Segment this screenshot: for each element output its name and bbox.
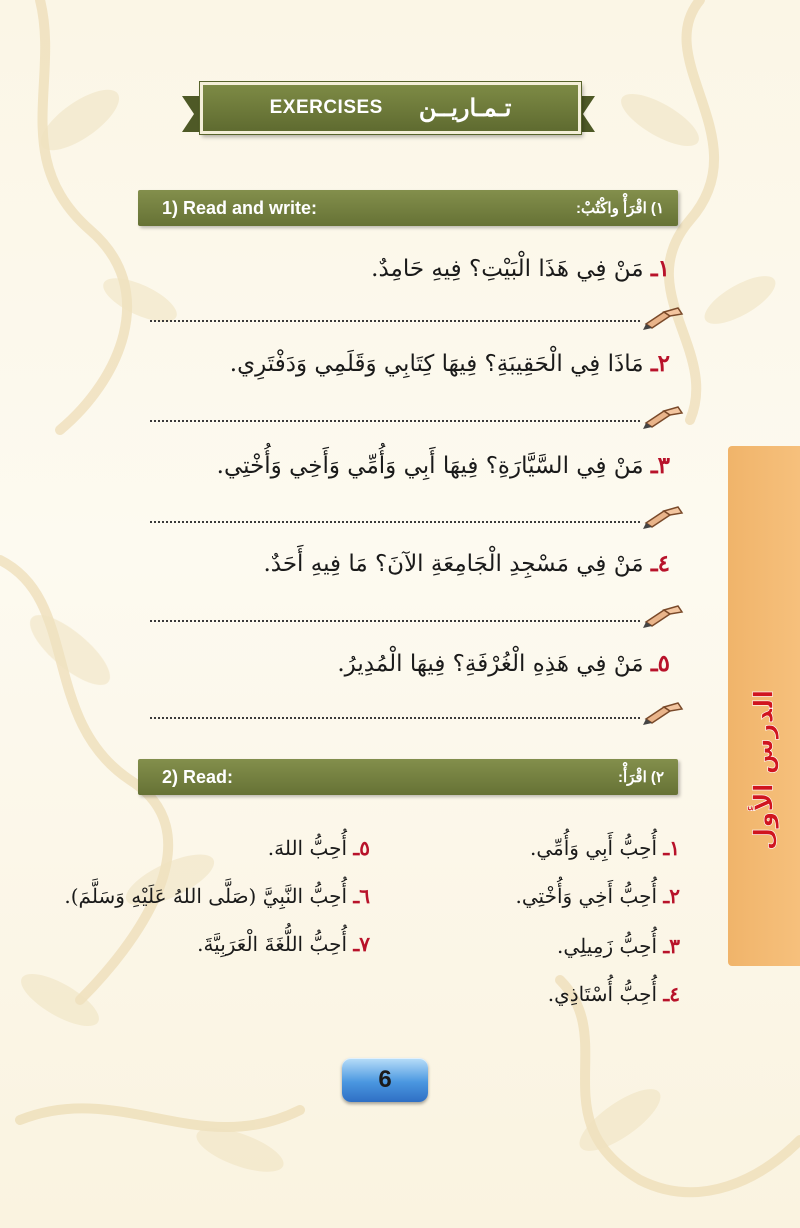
exercises-title-banner <box>200 82 581 134</box>
section-2-label-english: 2) Read: <box>162 766 234 787</box>
item-sentence: مَنْ فِي السَّيَّارَةِ؟ فِيهَا أَبِي وَأُمِّي وَأَخِي وَأُخْتِي. <box>216 453 644 479</box>
pencil-hand-icon <box>642 405 684 431</box>
item-number: ٦ـ <box>353 884 370 908</box>
read-item-1 <box>530 836 680 860</box>
title-english: EXERCISES <box>269 97 383 118</box>
read-item-6 <box>64 884 370 908</box>
pencil-hand-icon <box>642 505 684 531</box>
exercise-item-1 <box>371 255 670 282</box>
answer-line-3[interactable] <box>150 521 640 523</box>
item-number: ٤ـ <box>650 550 670 577</box>
page-number-badge: 6 <box>342 1058 428 1102</box>
section-2-header <box>138 759 678 795</box>
exercise-item-3 <box>217 452 670 479</box>
item-sentence: أُحِبُّ أُسْتَاذِي. <box>547 982 658 1006</box>
read-item-7 <box>197 932 370 956</box>
item-sentence: أُحِبُّ زَمِيلِي. <box>557 934 658 958</box>
exercise-item-5 <box>337 650 670 677</box>
pencil-hand-icon <box>642 701 684 727</box>
item-number: ٧ـ <box>353 932 370 956</box>
section-1-label-arabic: ١) اقْرَأْ واكْتُبْ: <box>576 200 664 217</box>
item-sentence: أُحِبُّ أَبِي وَأُمِّي. <box>530 836 658 860</box>
title-arabic: تـمـاريــن <box>418 94 512 122</box>
item-number: ٥ـ <box>650 650 670 677</box>
answer-line-2[interactable] <box>150 420 640 422</box>
item-number: ٣ـ <box>650 452 670 479</box>
read-item-4 <box>548 982 680 1006</box>
answer-line-5[interactable] <box>150 717 640 719</box>
read-item-5 <box>268 836 370 860</box>
item-sentence: أُحِبُّ اللُّغَةَ الْعَرَبِيَّةَ. <box>197 932 348 956</box>
item-number: ١ـ <box>650 255 670 282</box>
item-number: ٤ـ <box>663 982 680 1006</box>
pencil-hand-icon <box>642 306 684 332</box>
item-sentence: مَنْ فِي هَذِهِ الْغُرْفَةِ؟ فِيهَا الْمُدِيرُ. <box>337 651 644 677</box>
item-number: ٥ـ <box>353 836 370 860</box>
item-number: ٣ـ <box>663 934 680 958</box>
read-item-3 <box>557 934 680 958</box>
section-1-header <box>138 190 678 226</box>
pencil-hand-icon <box>642 604 684 630</box>
section-2-label-arabic: ٢) اقْرَأْ: <box>617 769 664 786</box>
read-item-2 <box>516 884 680 908</box>
item-sentence: أُحِبُّ اللهَ. <box>267 836 348 860</box>
lesson-side-tab-label: الدرس الأول <box>749 689 779 851</box>
exercise-item-4 <box>263 550 670 577</box>
section-1-label-english: 1) Read and write: <box>162 197 318 218</box>
item-sentence: مَنْ فِي هَذَا الْبَيْتِ؟ فِيهِ حَامِدٌ. <box>371 256 644 282</box>
item-sentence: أُحِبُّ أَخِي وَأُخْتِي. <box>515 884 658 908</box>
item-sentence: أُحِبُّ النَّبِيَّ (صَلَّى اللهُ عَلَيْهِ وَسَلَّمَ). <box>64 884 348 908</box>
item-number: ١ـ <box>663 836 680 860</box>
item-sentence: مَنْ فِي مَسْجِدِ الْجَامِعَةِ الآنَ؟ مَا فِيهِ أَحَدٌ. <box>263 551 644 577</box>
lesson-side-tab-label-wrap <box>738 680 790 860</box>
item-number: ٢ـ <box>650 350 670 377</box>
item-number: ٢ـ <box>663 884 680 908</box>
exercise-item-2 <box>230 350 670 377</box>
answer-line-1[interactable] <box>150 320 640 322</box>
answer-line-4[interactable] <box>150 620 640 622</box>
item-sentence: مَاذَا فِي الْحَقِيبَةِ؟ فِيهَا كِتَابِي وَقَلَمِي وَدَفْتَرِي. <box>229 351 644 377</box>
